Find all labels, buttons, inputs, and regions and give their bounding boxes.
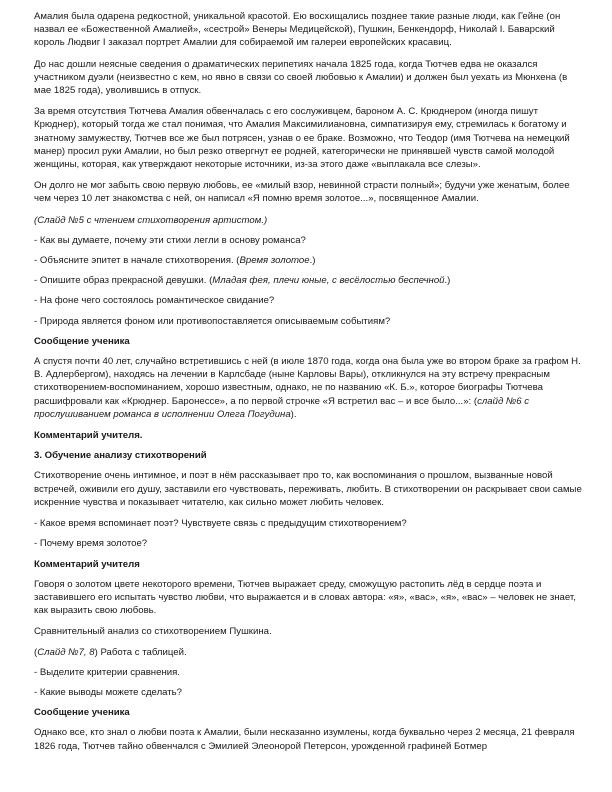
- question-text: - Как вы думаете, почему эти стихи легли в основу романса?: [34, 234, 306, 246]
- paragraph-secret-wedding: [34, 726, 582, 752]
- question-text: - Опишите образ прекрасной девушки. (: [34, 275, 213, 287]
- paragraph-text: Говоря о золотом цвете некоторого времени, Тютчев выражает среду, сможущую растопить лёд в сердце поэта и заставившего его испытать чувство любви, что выражается и в словах автора: «я», «вас», «я», «вас» – человек не знает, как выразить свою любовь.: [34, 578, 576, 617]
- question-text: - Почему время золотое?: [34, 538, 148, 550]
- question-tail: .): [309, 255, 316, 267]
- heading-teacher-comment-1: [34, 429, 582, 442]
- paragraph-amalia-beauty: [34, 10, 582, 50]
- paragraph-text: До нас дошли неясные сведения о драматических перипетиях начала 1825 года, когда Тютчев едва не оказался участником дуэли (неизвестно с кем, но явно в связи со своей любовью к Амалии) и должен был уехать из Мюнхена (в мае 1825 года), уволившись в отпуск.: [34, 58, 568, 97]
- paragraph-text: Он долго не мог забыть свою первую любовь, ее «милый взор, невинной страсти полный»; будучи уже женатым, более чем через 10 лет знакомства с ней, он написал «Я помню время золотое...», посвященное Амалии.: [34, 180, 570, 205]
- paragraph-text: Стихотворение очень интимное, и поэт в нём рассказывает про то, как воспоминания о прошлом, вызванные новой встречей, оживили его душу, заставили его чувствовать, переживать, любить. В стихотворении он раскрывает свои самые искренние чувства и показывает читателю, как сильно может любить человек.: [34, 470, 582, 508]
- slide-5-note: [34, 214, 582, 227]
- heading-section-3: [34, 449, 582, 462]
- document-page: [34, 10, 582, 761]
- paragraph-text: Амалия была одарена редкостной, уникальной красотой. Ею восхищались позднее такие разные люди, как Гейне (он назвал ее «Божественной Амалией», «сестрой» Венеры Медицейской), Пушкин, Бенкендорф, Николай I. Баварский король Людвиг I заказал портрет Амалии для собираемой им галереи европейских красавиц.: [34, 11, 561, 49]
- slide-7-8-note: [34, 646, 582, 659]
- question-golden-time: [34, 537, 582, 550]
- paragraph-text: Сравнительный анализ со стихотворением Пушкина.: [34, 626, 272, 638]
- question-epithet: [34, 254, 582, 267]
- question-text: - Выделите критерии сравнения.: [34, 666, 180, 678]
- paragraph-text: Однако все, кто знал о любви поэта к Амалии, были несказанно изумлены, когда буквально через 2 месяца, 21 февраля 1826 года, Тютчев тайно обвенчался с Эмилией Элеонорой Петерсон, урожденной графиней Ботмер: [34, 727, 575, 752]
- question-time-remembered: [34, 517, 582, 530]
- paragraph-text: За время отсутствия Тютчева Амалия обвенчалась с его сослуживцем, бароном А. С. Крюднером (иногда пишут Крюднер), который тогда же стал понимая, что Амалия Максимилиановна, симпатизируя ему, стремилась к богатому и знатному замужеству, Тютчев все же был потрясен, узнав о ее браке. Возможно, что Теодор (имя Тютчева на немецкий манер) просил руки Амалии, но был резко отвергнут ее родней, категорически не принявшей чувств самой молодой женщины, которая, как утверждают некоторые источники, из-за этого даже «выплакала все слезы».: [34, 106, 570, 171]
- paragraph-comparative-analysis: [34, 625, 582, 638]
- paragraph-poem-intimate: [34, 469, 582, 509]
- question-text: - На фоне чего состоялось романтическое свидание?: [34, 295, 275, 307]
- heading-teacher-comment-2: [34, 558, 582, 571]
- question-text: - Какие выводы можете сделать?: [34, 686, 183, 698]
- heading-student-message-1: [34, 335, 582, 348]
- heading-text: Сообщение ученика: [34, 707, 130, 719]
- question-italic-answer: Время золотое: [239, 255, 310, 267]
- question-conclusions: [34, 686, 582, 699]
- paragraph-duel-1825: [34, 58, 582, 98]
- heading-text: Комментарий учителя.: [34, 430, 143, 442]
- question-tail: .): [444, 275, 451, 287]
- question-text: - Природа является фоном или противопоставляется описываемым событиям?: [34, 315, 391, 327]
- paragraph-first-love: [34, 179, 582, 205]
- paragraph-text: (: [34, 646, 38, 658]
- question-romantic-date: [34, 294, 582, 307]
- question-italic-answer: Младая фея, плечи юные, с весёлостью беспечной: [212, 275, 445, 287]
- slide-7-8-label: Слайд №7, 8: [37, 646, 95, 658]
- paragraph-tail: ) Работа с таблицей.: [94, 646, 187, 658]
- heading-student-message-2: [34, 706, 582, 719]
- question-romance-basis: [34, 234, 582, 247]
- paragraph-tail: ).: [290, 408, 297, 420]
- question-text: - Какое время вспоминает поэт? Чувствуете связь с предыдущим стихотворением?: [34, 518, 407, 530]
- heading-text: Сообщение ученика: [34, 335, 130, 347]
- slide-6-note: слайд №6 с прослушиванием романса в исполнении Олега Погудина: [34, 395, 530, 420]
- paragraph-meeting-1870: [34, 355, 582, 421]
- heading-text: Комментарий учителя: [34, 558, 140, 570]
- paragraph-text: А спустя почти 40 лет, случайно встретившись с ней (в июле 1870 года, когда она была уже во втором браке за графом Н. В. Адлербергом), находясь на лечении в Карлсбаде (ныне Карловы Вары), откликнулся на эту встречу прекрасным стихотворением-воспоминанием, хорошо известным, однако, не по названию «К. Б.», которое биографы Тютчева расшифровали как «Крюднер. Баронессе», а по первой строчке «Я встретил вас – и все было...»: (: [34, 356, 581, 407]
- heading-text: 3. Обучение анализу стихотворений: [34, 450, 207, 462]
- paragraph-golden-color: [34, 578, 582, 618]
- question-nature: [34, 315, 582, 328]
- question-criteria: [34, 666, 582, 679]
- question-text: - Объясните эпитет в начале стихотворения. (: [34, 255, 240, 267]
- paragraph-marriage-krudener: [34, 105, 582, 171]
- question-girl-image: [34, 274, 582, 287]
- slide-note-text: (Слайд №5 с чтением стихотворения артистом.): [34, 214, 268, 226]
